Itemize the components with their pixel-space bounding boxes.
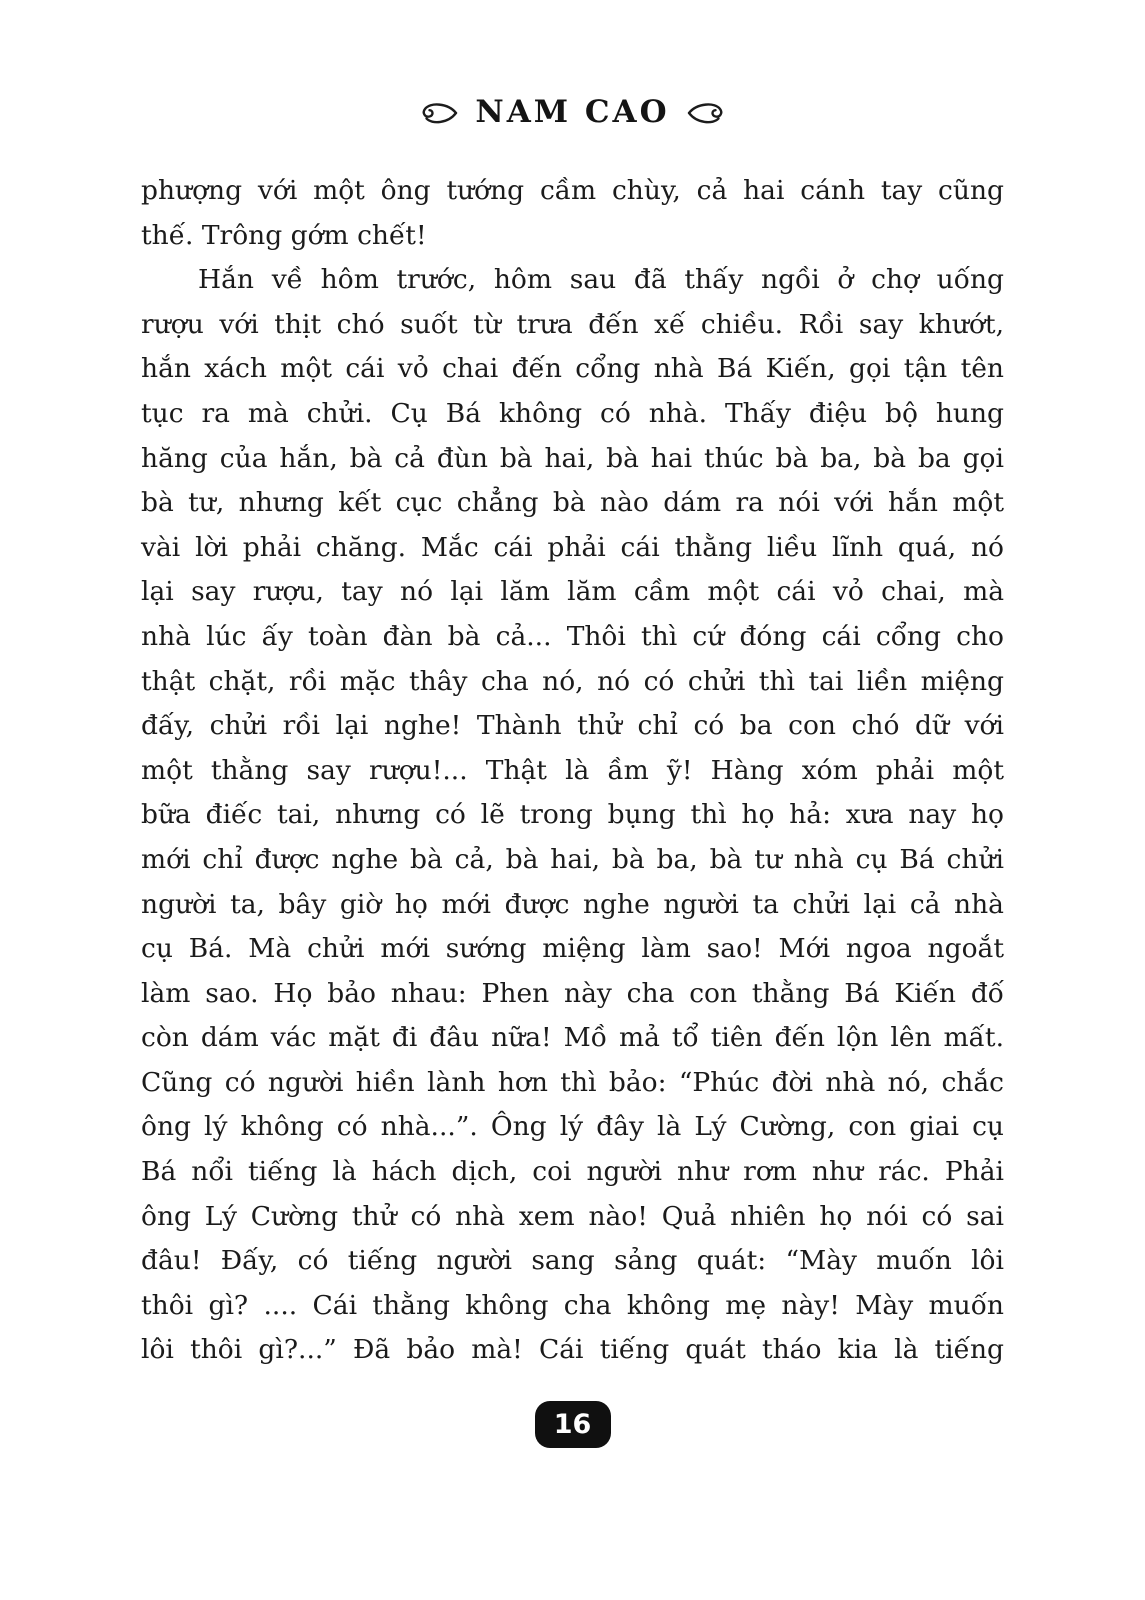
text-line: ông lý không có nhà...”. Ông lý đây là Lý Cường, con giai cụ <box>141 1111 1004 1143</box>
text-line: làm sao. Họ bảo nhau: Phen này cha con thằng Bá Kiến đố <box>141 977 1004 1009</box>
body-text <box>141 169 1004 1373</box>
text-line: cụ Bá. Mà chửi mới sướng miệng làm sao! Mới ngoa ngoắt <box>141 933 1004 965</box>
text-line: tục ra mà chửi. Cụ Bá không có nhà. Thấy điệu bộ hung <box>141 397 1004 429</box>
text-line: thôi gì? .... Cái thằng không cha không mẹ này! Mày muốn <box>141 1289 1004 1321</box>
text-line: bữa điếc tai, nhưng có lẽ trong bụng thì họ hả: xưa nay họ <box>141 799 1004 831</box>
text-line: ông Lý Cường thử có nhà xem nào! Quả nhiên họ nói có sai <box>141 1200 1004 1232</box>
text-line: hăng của hắn, bà cả đùn bà hai, bà hai thúc bà ba, bà ba gọi <box>141 442 1004 474</box>
text-line: nhà lúc ấy toàn đàn bà cả... Thôi thì cứ đóng cái cổng cho <box>141 620 1004 652</box>
text-line: đâu! Đấy, có tiếng người sang sảng quát: “Mày muốn lôi <box>141 1245 1004 1277</box>
fleuron-right-icon <box>686 102 726 126</box>
text-line: vài lời phải chăng. Mắc cái phải cái thằng liều lĩnh quá, nó <box>141 531 1004 563</box>
text-line: thế. Trông gớm chết! <box>141 219 427 251</box>
text-line: lôi thôi gì?...” Đã bảo mà! Cái tiếng quát tháo kia là tiếng <box>141 1334 1004 1366</box>
text-line: Cũng có người hiền lành hơn thì bảo: “Phúc đời nhà nó, chắc <box>141 1066 1004 1098</box>
text-line: đấy, chửi rồi lại nghe! Thành thử chỉ có ba con chó dữ với <box>141 710 1004 742</box>
text-line: bà tư, nhưng kết cục chẳng bà nào dám ra nói với hắn một <box>141 487 1004 519</box>
text-line: còn dám vác mặt đi đâu nữa! Mồ mả tổ tiên đến lộn lên mất. <box>141 1022 1004 1054</box>
text-line: rượu với thịt chó suốt từ trưa đến xế chiều. Rồi say khướt, <box>141 308 1004 340</box>
text-line: thật chặt, rồi mặc thây cha nó, nó có chửi thì tai liền miệng <box>141 665 1004 697</box>
page-number-badge <box>535 1401 611 1448</box>
text-line: người ta, bây giờ họ mới được nghe người ta chửi lại cả nhà <box>141 888 1004 920</box>
paragraph-main <box>141 258 1004 1373</box>
text-line: Bá nổi tiếng là hách dịch, coi người như rơm như rác. Phải <box>141 1156 1004 1188</box>
text-line: mới chỉ được nghe bà cả, bà hai, bà ba, bà tư nhà cụ Bá chửi <box>141 843 1004 875</box>
paragraph-continuation <box>141 169 1004 258</box>
text-line: một thằng say rượu!... Thật là ầm ỹ! Hàng xóm phải một <box>141 754 1004 786</box>
text-line: lại say rượu, tay nó lại lăm lăm cầm một cái vỏ chai, mà <box>141 576 1004 608</box>
page-header <box>0 94 1145 130</box>
page-number: 16 <box>553 1409 592 1440</box>
fleuron-left-icon <box>419 102 459 126</box>
text-line: phượng với một ông tướng cầm chùy, cả hai cánh tay cũng <box>141 175 1004 206</box>
author-title: NAM CAO <box>475 94 670 130</box>
text-line: hắn xách một cái vỏ chai đến cổng nhà Bá Kiến, gọi tận tên <box>141 353 1004 385</box>
text-line: Hắn về hôm trước, hôm sau đã thấy ngồi ở chợ uống <box>198 264 1004 296</box>
